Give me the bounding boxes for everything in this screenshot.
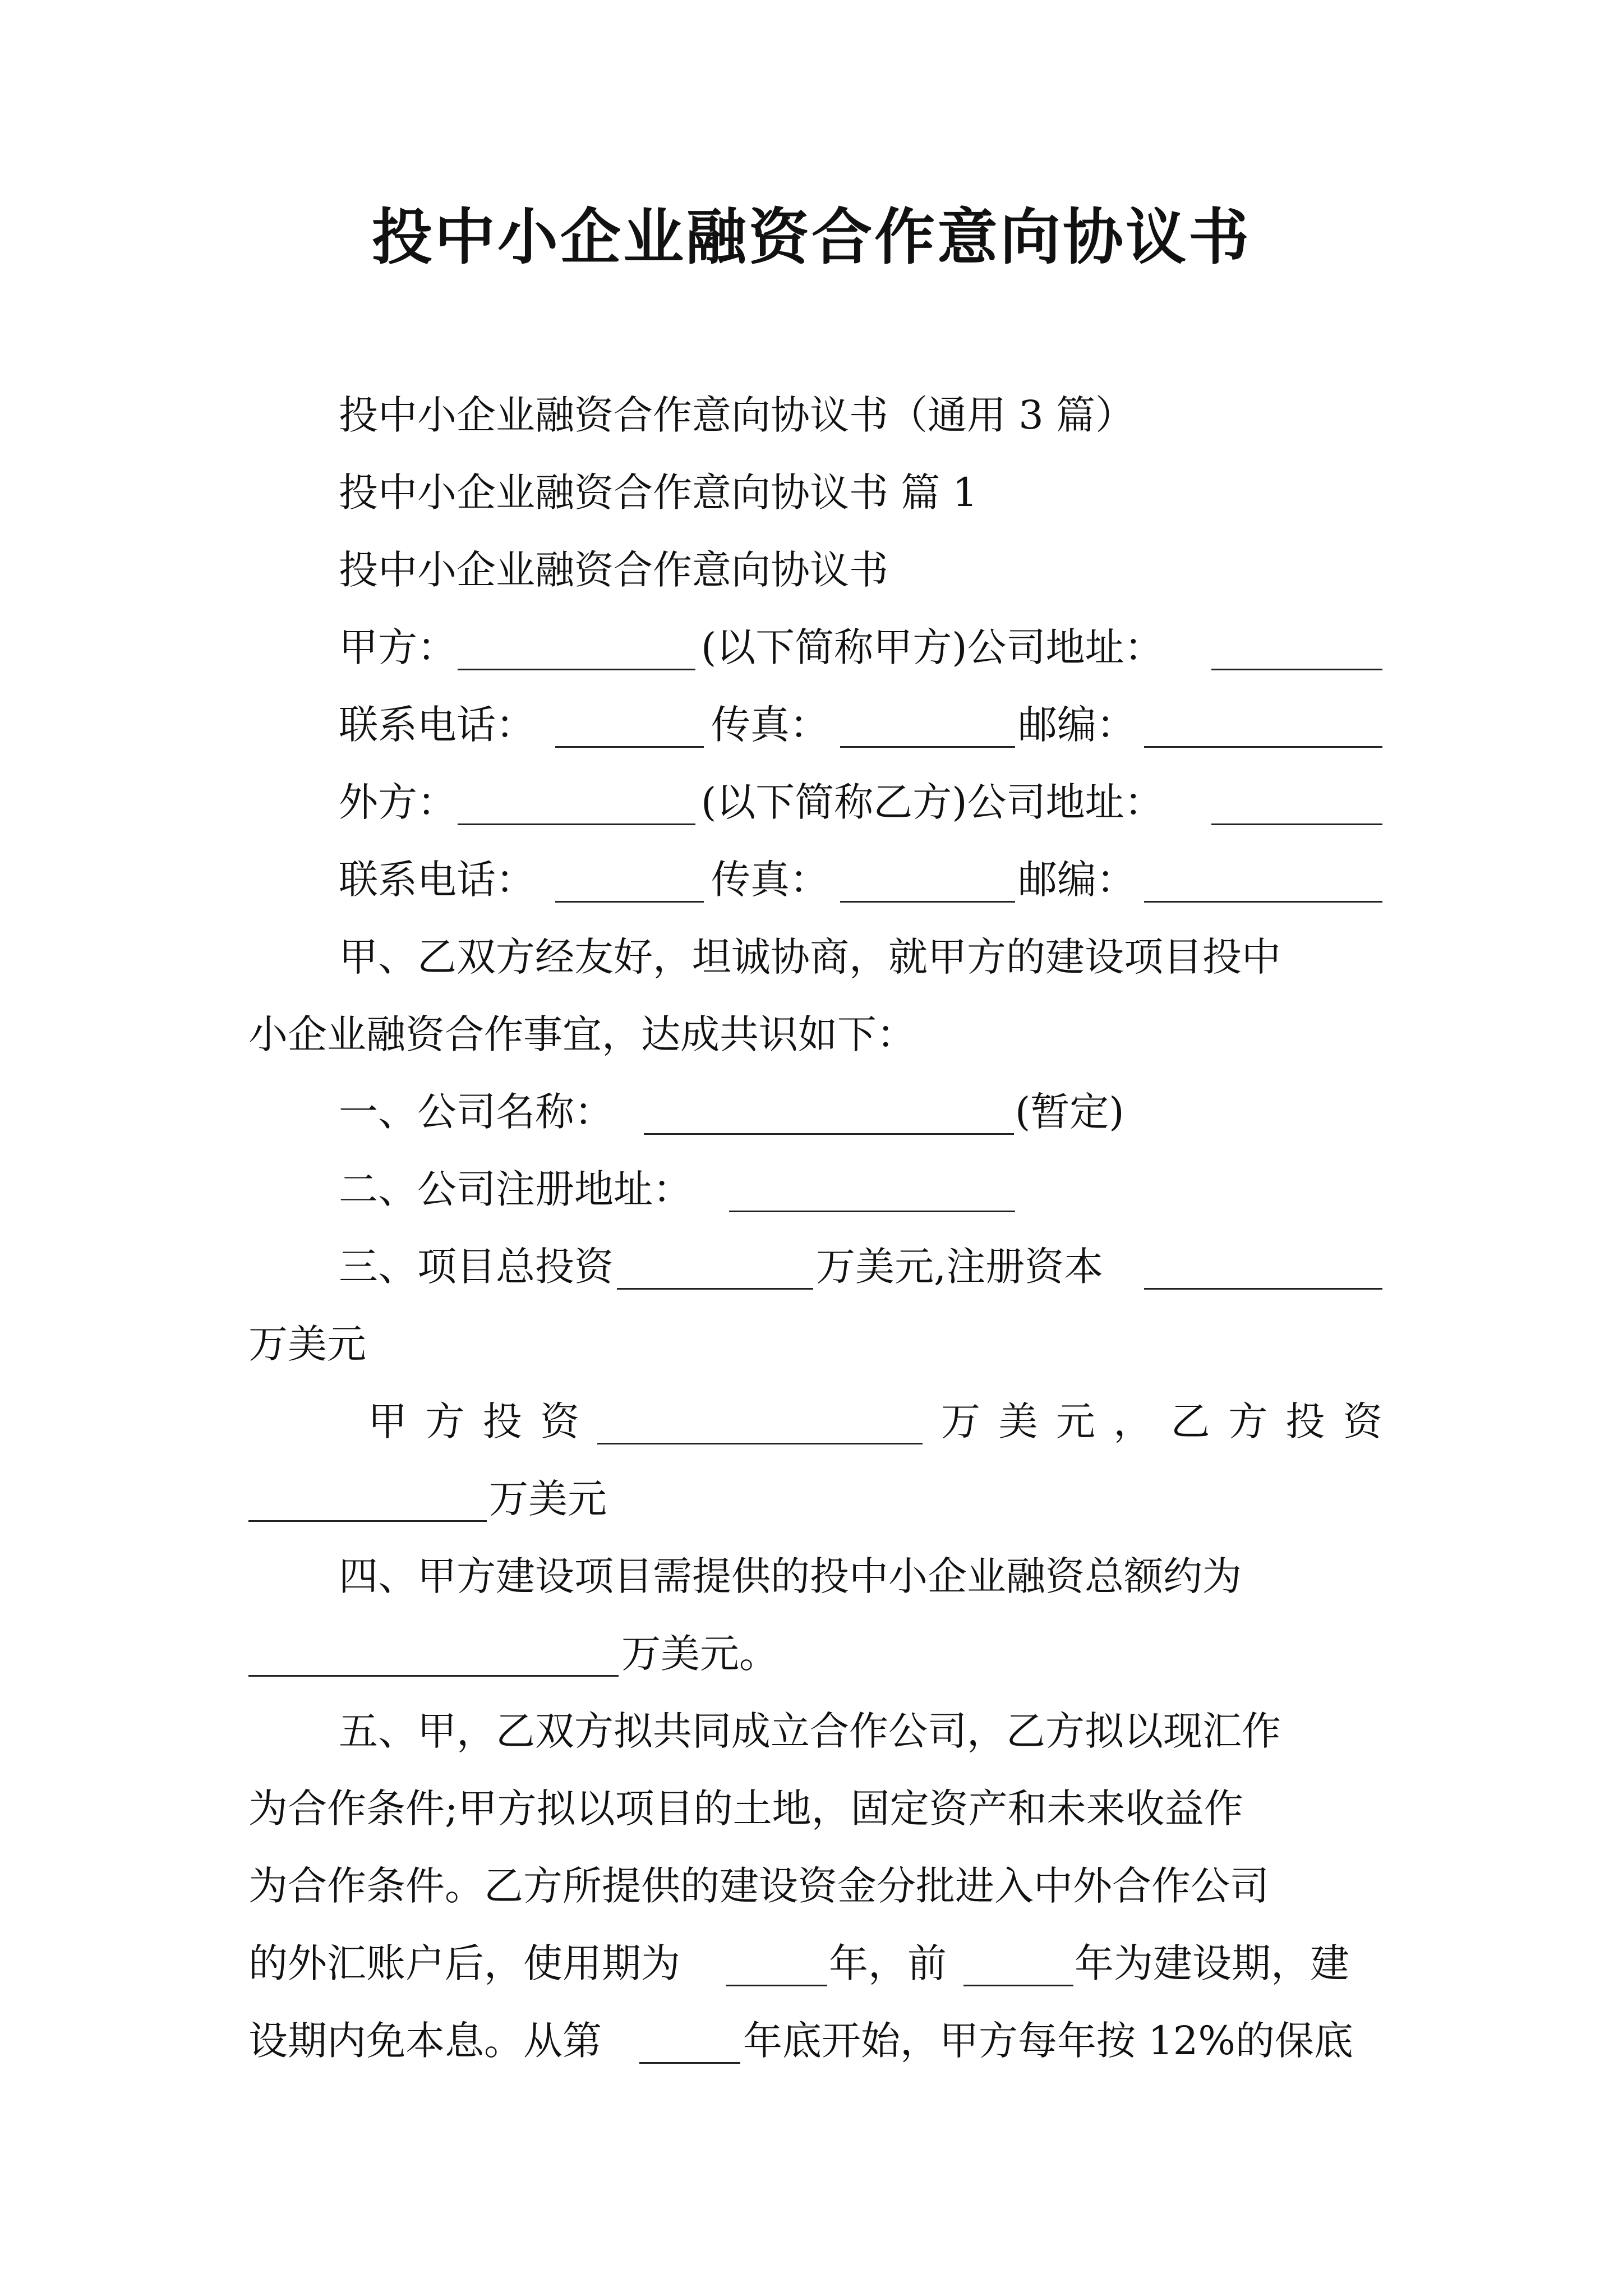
party-b-name-blank	[458, 763, 695, 825]
item3-line-2	[0, 1382, 1623, 1461]
doc-heading-line	[0, 531, 1623, 609]
item2-line	[0, 1150, 1623, 1228]
item2-label: 二、公司注册地址：	[339, 1166, 692, 1212]
item3-char: 万	[941, 1398, 981, 1444]
item3-char: 方	[1228, 1398, 1268, 1444]
party-b-label: 外方：	[339, 779, 457, 825]
item5-line-2	[0, 1769, 1623, 1848]
party-b-fax-blank	[840, 840, 1015, 903]
intro-line-1	[0, 918, 1623, 996]
party-b-post-label: 邮编：	[1018, 857, 1136, 903]
item5-text-4b: 年，前	[829, 1940, 947, 1986]
item5-text-1: 五、甲，乙双方拟共同成立合作公司，乙方拟以现汇作	[339, 1708, 1281, 1754]
party-a-phone-blank	[555, 685, 704, 748]
party-a-address-blank	[1211, 608, 1382, 670]
party-b-fax-label: 传真：	[711, 857, 829, 903]
subtitle-all: 投中小企业融资合作意向协议书（通用 3 篇）	[339, 392, 1135, 438]
company-name-blank	[644, 1073, 1014, 1135]
item5-line-5	[0, 2001, 1623, 2080]
item3-char: ，	[1113, 1398, 1153, 1444]
item3-text-c: 万美元	[248, 1321, 366, 1367]
item3-line3-text: 万美元	[489, 1476, 607, 1522]
item4-text-2: 万美元。	[621, 1631, 778, 1677]
party-b-contact-line	[0, 840, 1623, 919]
item5-text-2: 为合作条件;甲方拟以项目的土地，固定资产和未来收益作	[248, 1786, 1243, 1832]
intro-text-1: 甲、乙双方经友好，坦诚协商，就甲方的建设项目投中	[339, 934, 1281, 980]
doc-heading: 投中小企业融资合作意向协议书	[339, 547, 888, 593]
item1-label: 一、公司名称：	[339, 1089, 614, 1135]
item3-char: 方	[425, 1398, 465, 1444]
party-b-investment-blank	[248, 1460, 487, 1522]
registered-capital-blank	[1144, 1227, 1382, 1290]
item1-line	[0, 1073, 1623, 1151]
item3-line-1	[0, 1227, 1623, 1306]
item3-line-1b	[0, 1305, 1623, 1383]
item5-line-3	[0, 1847, 1623, 1925]
party-b-line	[0, 763, 1623, 841]
financing-total-blank	[248, 1614, 619, 1677]
item3-char: 投	[482, 1398, 522, 1444]
usage-period-blank	[726, 1924, 827, 1986]
total-investment-blank	[617, 1227, 813, 1290]
item5-text-5b: 年底开始，甲方每年按 12%的保底	[743, 2018, 1353, 2064]
subtitle-part-line	[0, 453, 1623, 532]
company-address-blank	[729, 1150, 1015, 1212]
intro-line-2	[0, 995, 1623, 1074]
party-b-phone-label: 联系电话：	[339, 857, 535, 903]
item5-text-5a: 设期内免本息。从第	[248, 2018, 602, 2064]
party-a-note: (以下简称甲方)公司地址：	[701, 624, 1164, 670]
item3-line-3	[0, 1460, 1623, 1538]
item3-char: 投	[1285, 1398, 1325, 1444]
item3-char: 资	[540, 1398, 580, 1444]
item3-char: 资	[1343, 1398, 1382, 1444]
party-a-line	[0, 608, 1623, 687]
item3-text-a: 三、项目总投资	[339, 1244, 614, 1290]
party-a-post-blank	[1144, 685, 1382, 748]
party-b-post-blank	[1144, 840, 1382, 903]
party-a-phone-label: 联系电话：	[339, 702, 535, 748]
item4-line-1	[0, 1537, 1623, 1616]
item3-text-b: 万美元,注册资本	[816, 1244, 1104, 1290]
item5-text-4a: 的外汇账户后，使用期为	[248, 1940, 680, 1986]
item3-char: 乙	[1170, 1398, 1210, 1444]
intro-text-2: 小企业融资合作事宜，达成共识如下：	[248, 1011, 916, 1057]
party-a-name-blank	[458, 608, 695, 670]
item4-line-2	[0, 1614, 1623, 1693]
item3-char: 元	[1055, 1398, 1095, 1444]
party-b-phone-blank	[555, 840, 704, 903]
item5-text-4c: 年为建设期，建	[1075, 1940, 1349, 1986]
item1-suffix: (暂定)	[1015, 1089, 1124, 1135]
item5-text-3: 为合作条件。乙方所提供的建设资金分批进入中外合作公司	[248, 1863, 1269, 1909]
document-title: 投中小企业融资合作意向协议书	[371, 202, 1251, 273]
subtitle-part: 投中小企业融资合作意向协议书 篇 1	[339, 470, 978, 516]
subtitle-all-line	[0, 376, 1623, 454]
party-a-contact-line	[0, 685, 1623, 764]
item3-char: 美	[998, 1398, 1038, 1444]
party-b-address-blank	[1211, 763, 1382, 825]
item3-char: 甲	[368, 1398, 407, 1444]
start-year-blank	[639, 2001, 740, 2064]
party-a-label: 甲方：	[339, 624, 457, 670]
party-a-investment-blank	[597, 1382, 923, 1444]
party-b-note: (以下简称乙方)公司地址：	[701, 779, 1164, 825]
party-a-fax-label: 传真：	[711, 702, 829, 748]
party-a-post-label: 邮编：	[1018, 702, 1136, 748]
item5-line-1	[0, 1692, 1623, 1770]
item4-text-1: 四、甲方建设项目需提供的投中小企业融资总额约为	[339, 1553, 1242, 1599]
item5-line-4	[0, 1924, 1623, 2003]
construction-period-blank	[963, 1924, 1073, 1986]
party-a-fax-blank	[840, 685, 1015, 748]
